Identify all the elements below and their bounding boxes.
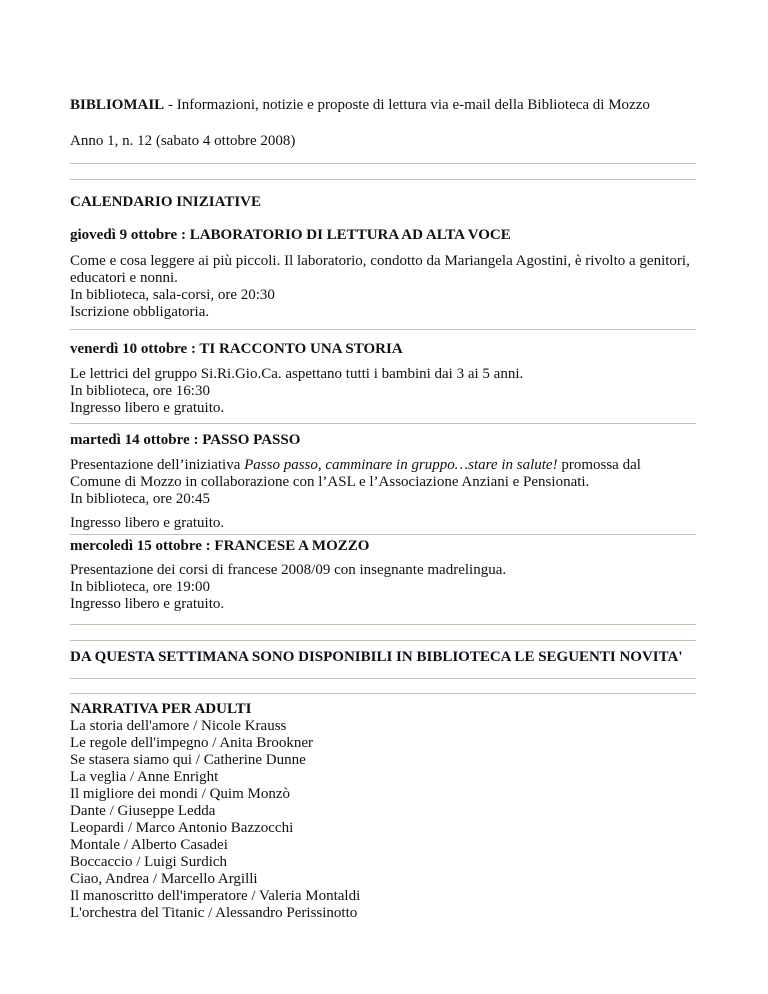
newsletter-tagline: - Informazioni, notizie e proposte di lettura via e-mail della Biblioteca di Mozzo — [164, 97, 650, 113]
event-note: Iscrizione obbligatoria. — [70, 304, 210, 320]
list-item: Il migliore dei mondi / Quim Monzò — [70, 786, 290, 802]
list-item: Ciao, Andrea / Marcello Argilli — [70, 871, 258, 887]
divider — [70, 329, 696, 330]
event-note: Ingresso libero e gratuito. — [70, 515, 225, 531]
divider — [70, 423, 696, 424]
list-item: Leopardi / Marco Antonio Bazzocchi — [70, 820, 294, 836]
issue-info: Anno 1, n. 12 (sabato 4 ottobre 2008) — [70, 133, 296, 149]
event-title: giovedì 9 ottobre : LABORATORIO DI LETTURA AD ALTA VOCE — [70, 227, 511, 243]
newsletter-name: BIBLIOMAIL — [70, 97, 165, 113]
event-title: martedì 14 ottobre : PASSO PASSO — [70, 432, 301, 448]
newsletter-page — [70, 0, 696, 922]
list-item: Se stasera siamo qui / Catherine Dunne — [70, 752, 306, 768]
event-place: In biblioteca, ore 19:00 — [70, 579, 210, 595]
list-item: Dante / Giuseppe Ledda — [70, 803, 216, 819]
list-item: La veglia / Anne Enright — [70, 769, 219, 785]
event-title: venerdì 10 ottobre : TI RACCONTO UNA STORIA — [70, 341, 403, 357]
list-item: La storia dell'amore / Nicole Krauss — [70, 718, 287, 734]
event-title: mercoledì 15 ottobre : FRANCESE A MOZZO — [70, 538, 370, 554]
event-description: Comune di Mozzo in collaborazione con l’ASL e l’Associazione Anziani e Pensionati. — [70, 474, 590, 490]
list-item: L'orchestra del Titanic / Alessandro Perissinotto — [70, 905, 358, 921]
divider — [70, 678, 696, 679]
fiction-section-title: NARRATIVA PER ADULTI — [70, 701, 252, 717]
list-item: Boccaccio / Luigi Surdich — [70, 854, 228, 870]
event-note: Ingresso libero e gratuito. — [70, 400, 225, 416]
calendar-section-title: CALENDARIO INIZIATIVE — [70, 194, 262, 210]
list-item: Il manoscritto dell'imperatore / Valeria Montaldi — [70, 888, 361, 904]
divider — [70, 163, 696, 164]
event-place: In biblioteca, ore 20:45 — [70, 491, 210, 507]
event-description: Presentazione dei corsi di francese 2008/09 con insegnante madrelingua. — [70, 562, 507, 578]
list-item: Montale / Alberto Casadei — [70, 837, 228, 853]
divider — [70, 693, 696, 694]
event-place: In biblioteca, ore 16:30 — [70, 383, 210, 399]
event-description: Come e cosa leggere ai più piccoli. Il laboratorio, condotto da Mariangela Agostini, è rivolto a genitori, — [70, 253, 690, 269]
divider — [70, 640, 696, 641]
event-description: Presentazione dell’iniziativa Passo passo, camminare in gruppo…stare in salute! promossa dal — [70, 457, 641, 473]
initiative-name: Passo passo, camminare in gruppo…stare in salute! — [244, 457, 558, 473]
event-description: Le lettrici del gruppo Si.Ri.Gio.Ca. aspettano tutti i bambini dai 3 ai 5 anni. — [70, 366, 524, 382]
news-section-title: DA QUESTA SETTIMANA SONO DISPONIBILI IN BIBLIOTECA LE SEGUENTI NOVITA' — [70, 649, 683, 665]
event-description: educatori e nonni. — [70, 270, 178, 286]
event-note: Ingresso libero e gratuito. — [70, 596, 225, 612]
newsletter-header — [70, 97, 696, 114]
event-body — [70, 562, 696, 613]
event-body — [70, 457, 696, 532]
divider — [70, 179, 696, 180]
event-place: In biblioteca, sala-corsi, ore 20:30 — [70, 287, 275, 303]
divider — [70, 624, 696, 625]
event-body — [70, 366, 696, 417]
event-body — [70, 253, 696, 321]
book-list — [70, 718, 696, 922]
list-item: Le regole dell'impegno / Anita Brookner — [70, 735, 314, 751]
divider — [70, 534, 696, 535]
